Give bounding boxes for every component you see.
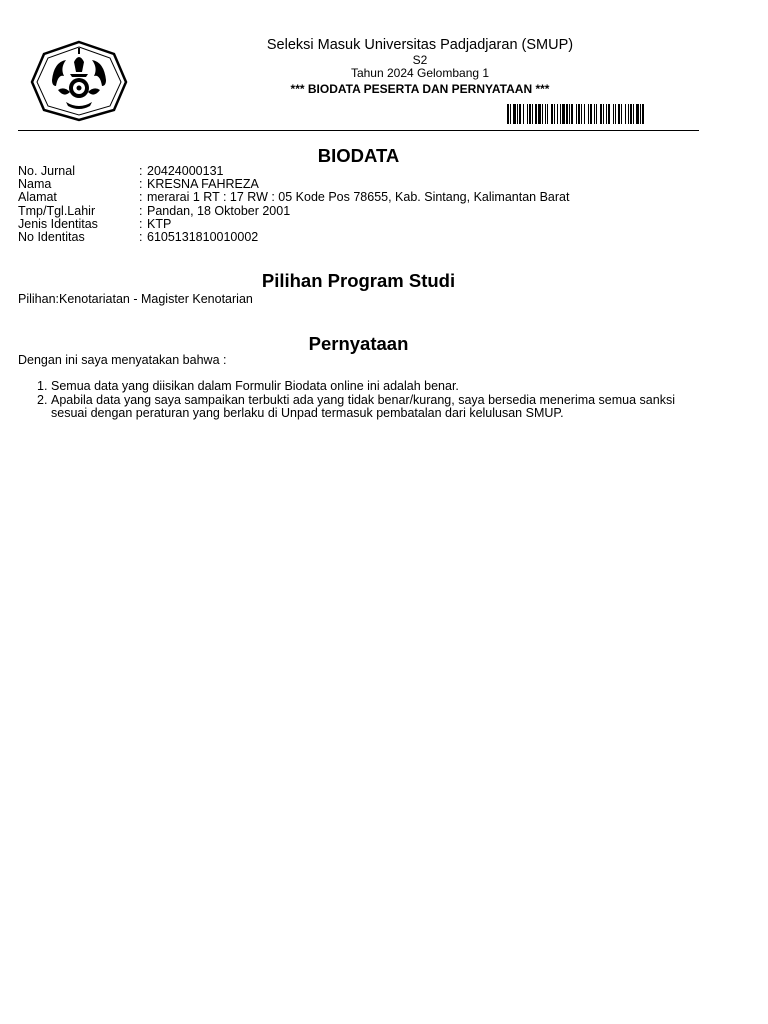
field-separator: : (139, 164, 143, 178)
program-title: Pilihan Program Studi (261, 270, 456, 291)
education-level: S2 (412, 53, 428, 67)
document-title: *** BIODATA PESERTA DAN PERNYATAAN *** (290, 82, 550, 96)
list-item (18, 394, 708, 421)
list-item-text: Apabila data yang saya sampaikan terbukti ada yang tidak benar/kurang, saya bersedia menerima semua sanksi sesuai dengan peraturan yang berlaku di Unpad termasuk pembatalan dari kelulusan SMUP. (51, 392, 675, 421)
year-wave: Tahun 2024 Gelombang 1 (350, 66, 490, 80)
statement-intro: Dengan ini saya menyatakan bahwa : (18, 353, 227, 367)
institution-name: Seleksi Masuk Universitas Padjadjaran (SMUP) (266, 37, 574, 53)
statement-title: Pernyataan (308, 333, 409, 354)
list-item-number: 1. (37, 379, 48, 393)
field-separator: : (139, 177, 143, 192)
field-value: Pandan, 18 Oktober 2001 (147, 203, 291, 218)
biodata-row (18, 231, 569, 244)
field-value: 20424000131 (147, 164, 224, 178)
barcode-icon (507, 104, 695, 124)
field-label: No Identitas (18, 230, 85, 245)
biodata-row (18, 191, 569, 204)
field-separator: : (139, 203, 143, 218)
list-item-number: 2. (37, 392, 48, 407)
biodata-row (18, 205, 569, 218)
field-separator: : (139, 230, 143, 245)
field-separator: : (139, 216, 143, 231)
field-value: KRESNA FAHREZA (147, 177, 259, 192)
biodata-table (18, 165, 569, 244)
biodata-row (18, 165, 569, 178)
field-value: 6105131810010002 (147, 230, 259, 245)
header-divider (18, 130, 699, 131)
statement-list (18, 380, 708, 421)
field-label: Tmp/Tgl.Lahir (18, 203, 96, 218)
field-value: merarai 1 RT : 17 RW : 05 Kode Pos 78655, Kab. Sintang, Kalimantan Barat (147, 190, 570, 205)
field-label: No. Jurnal (18, 164, 75, 178)
field-label: Nama (18, 177, 52, 192)
field-label: Jenis Identitas (18, 216, 98, 231)
field-label: Alamat (18, 190, 57, 205)
program-choice: Pilihan:Kenotariatan - Magister Kenotarian (18, 292, 253, 306)
list-item (18, 380, 708, 394)
biodata-row (18, 218, 569, 231)
list-item-text: Semua data yang diisikan dalam Formulir Biodata online ini adalah benar. (51, 379, 459, 393)
field-value: KTP (147, 216, 172, 231)
unpad-emblem-icon (30, 40, 128, 122)
biodata-title: BIODATA (317, 145, 400, 166)
field-separator: : (139, 190, 143, 205)
